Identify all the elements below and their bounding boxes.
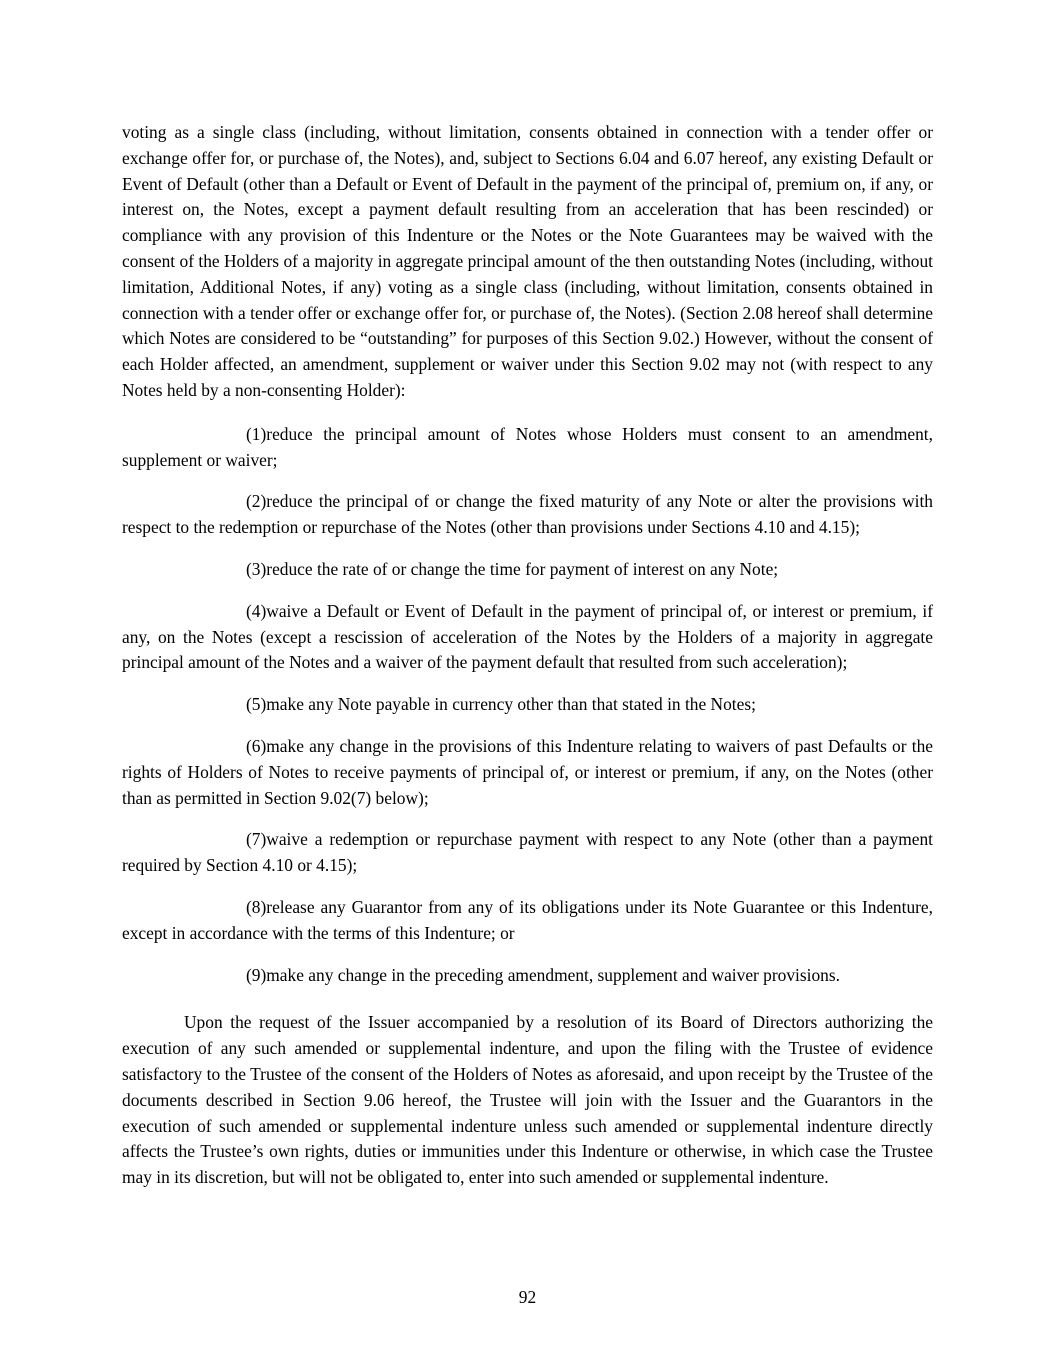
clause-list [122, 422, 933, 989]
clause-text-5 [122, 692, 933, 718]
clause-text-7 [122, 827, 933, 879]
clause-text-4 [122, 599, 933, 676]
clause-text-9 [122, 963, 933, 989]
clause-body-8: release any Guarantor from any of its obligations under its Note Guarantee or this Indenture, except in accordance with the terms of this Indenture; or [122, 896, 933, 943]
clause-body-7: waive a redemption or repurchase payment with respect to any Note (other than a payment required by Section 4.10 or 4.15); [122, 829, 933, 876]
clause-body-5: make any Note payable in currency other than that stated in the Notes; [266, 694, 756, 715]
clause-number-4: (4) [246, 600, 267, 621]
clause-text-2 [122, 489, 933, 541]
clause-item [122, 422, 933, 474]
clause-number-1: (1) [246, 423, 267, 444]
clause-number-7: (7) [246, 829, 267, 850]
page-number: 92 [518, 1287, 537, 1307]
clause-text-6 [122, 734, 933, 811]
clause-body-9: make any change in the preceding amendment, supplement and waiver provisions. [266, 964, 840, 985]
clause-number-6: (6) [246, 735, 267, 756]
clause-item [122, 734, 933, 811]
clause-number-8: (8) [246, 896, 267, 917]
clause-number-5: (5) [246, 694, 267, 715]
clause-item [122, 489, 933, 541]
clause-text-3 [122, 557, 933, 583]
clause-item [122, 827, 933, 879]
clause-body-3: reduce the rate of or change the time for payment of interest on any Note; [266, 558, 779, 579]
opening-paragraph: voting as a single class (including, without limitation, consents obtained in connection with a tender offer or exchange offer for, or purchase of, the Notes), and, subject to Sections 6.04 and 6.07 hereof, any existing Default or Event of Default (other than a Default or Event of Default in the payment of the principal of, premium on, if any, or interest on, the Notes, except a payment default resulting from an acceleration that has been rescinded) or compliance with any provision of this Indenture or the Notes or the Note Guarantees may be waived with the consent of the Holders of a majority in aggregate principal amount of the then outstanding Notes (including, without limitation, Additional Notes, if any) voting as a single class (including, without limitation, consents obtained in connection with a tender offer or exchange offer for, or purchase of, the Notes). (Section 2.08 hereof shall determine which Notes are considered to be “outstanding” for purposes of this Section 9.02.) However, without the consent of each Holder affected, an amendment, supplement or waiver under this Section 9.02 may not (with respect to any Notes held by a non-consenting Holder): [122, 122, 933, 400]
clause-number-3: (3) [246, 558, 267, 579]
clause-body-4: waive a Default or Event of Default in the payment of principal of, or interest or premium, if any, on the Notes (except a rescission of acceleration of the Notes by the Holders of a majority in aggregate principal amount of the Notes and a waiver of the payment default that resulted from such acceleration); [122, 600, 933, 673]
clause-item [122, 557, 933, 583]
closing-paragraph: Upon the request of the Issuer accompanied by a resolution of its Board of Directors authorizing the execution of any such amended or supplemental indenture, and upon the filing with the Trustee of evidence satisfactory to the Trustee of the consent of the Holders of Notes as aforesaid, and upon receipt by the Trustee of the documents described in Section 9.06 hereof, the Trustee will join with the Issuer and the Guarantors in the execution of such amended or supplemental indenture unless such amended or supplemental indenture directly affects the Trustee’s own rights, duties or immunities under this Indenture or otherwise, in which case the Trustee may in its discretion, but will not be obligated to, enter into such amended or supplemental indenture. [122, 1012, 933, 1188]
clause-number-9: (9) [246, 964, 267, 985]
clause-item [122, 895, 933, 947]
clause-text-1 [122, 422, 933, 474]
clause-item [122, 599, 933, 676]
clause-body-6: make any change in the provisions of this Indenture relating to waivers of past Defaults or the rights of Holders of Notes to receive payments of principal of, or interest or premium, if any, on the Notes (other than as permitted in Section 9.02(7) below); [122, 735, 933, 808]
clause-item [122, 692, 933, 718]
clause-number-2: (2) [246, 491, 267, 512]
clause-item [122, 963, 933, 989]
clause-text-8 [122, 895, 933, 947]
clause-body-1: reduce the principal amount of Notes whose Holders must consent to an amendment, supplement or waiver; [122, 423, 933, 470]
clause-body-2: reduce the principal of or change the fixed maturity of any Note or alter the provisions with respect to the redemption or repurchase of the Notes (other than provisions under Sections 4.10 and 4.15); [122, 491, 933, 538]
